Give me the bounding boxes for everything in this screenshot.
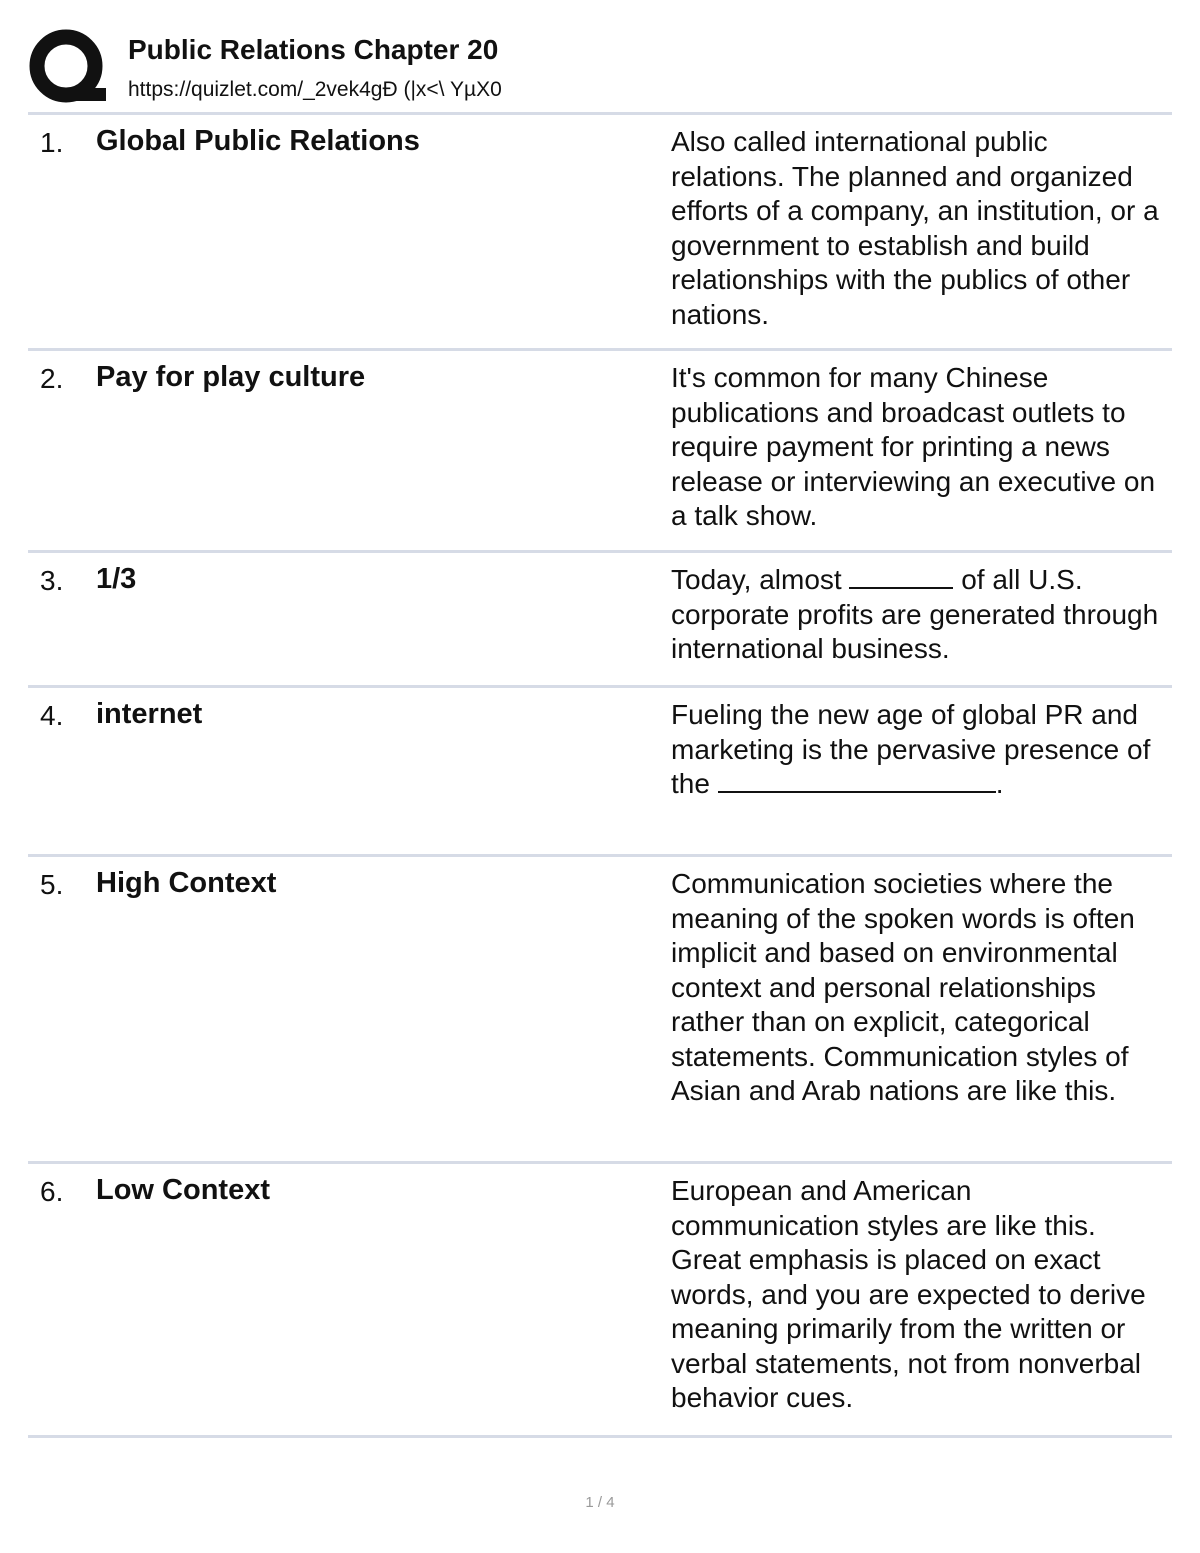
flashcard-list [28, 115, 1172, 1438]
card-term: internet [96, 698, 203, 730]
card-number: 4. [40, 700, 64, 731]
page-title: Public Relations Chapter 20 [128, 34, 499, 65]
page-number: 1 / 4 [585, 1494, 615, 1511]
card-term: 1/3 [96, 563, 137, 595]
flashcard [28, 553, 1172, 688]
card-definition: Also called international public relations. The planned and organized efforts of a company, an institution, or a government to establish and build relationships with the publics of other nations. [671, 126, 1159, 330]
card-term: High Context [96, 867, 277, 899]
flashcard [28, 351, 1172, 553]
card-term: Global Public Relations [96, 125, 420, 157]
flashcard [28, 688, 1172, 857]
card-number: 1. [40, 127, 64, 158]
card-definition [671, 688, 1161, 818]
card-definition: It's common for many Chinese publications and broadcast outlets to require payment for printing a news release or interviewing an executive on a talk show. [671, 362, 1156, 531]
definition-text: of all U.S. corporate profits are generated through international business. [671, 564, 1159, 664]
page-header [28, 28, 1172, 112]
flashcard [28, 115, 1172, 351]
card-definition [671, 553, 1161, 683]
card-number: 5. [40, 869, 64, 900]
card-number: 2. [40, 363, 64, 394]
card-term: Pay for play culture [96, 361, 366, 393]
card-definition: Communication societies where the meaning of the spoken words is often implicit and based on environmental context and personal relationships rather than on explicit, categorical statements. Communication styles of Asian and Arab nations are like this. [671, 868, 1135, 1106]
flashcard [28, 857, 1172, 1164]
quizlet-q-logo-icon [28, 28, 108, 108]
flashcard [28, 1164, 1172, 1438]
definition-text: Today, almost [671, 564, 850, 595]
definition-text: . [995, 768, 1004, 799]
card-term: Low Context [96, 1174, 270, 1206]
fill-in-blank [849, 565, 953, 589]
set-url[interactable]: https://quizlet.com/_2vek4gĐ (|x<\ YµX0 [128, 78, 502, 101]
card-number: 3. [40, 565, 64, 596]
fill-in-blank [718, 769, 996, 793]
definition-text: Fueling the new age of global PR and marketing is the pervasive presence of the [671, 699, 1151, 799]
card-number: 6. [40, 1176, 64, 1207]
card-definition: European and American communication styles are like this. Great emphasis is placed on exact words, and you are expected to derive meaning primarily from the written or verbal statements, not from nonverbal behavior cues. [671, 1175, 1146, 1413]
